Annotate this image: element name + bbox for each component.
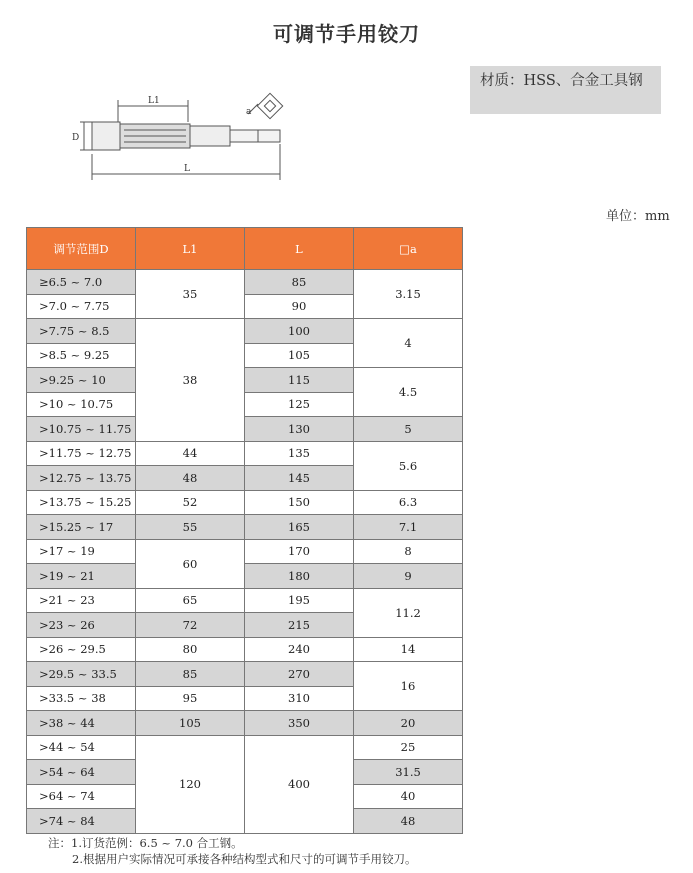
cell-l: 400: [245, 735, 354, 833]
cell-l1: 60: [136, 539, 245, 588]
header-range: 调节范围D: [27, 228, 136, 270]
cell-a: 4.5: [354, 368, 463, 417]
header-l: L: [245, 228, 354, 270]
cell-a: 20: [354, 711, 463, 736]
cell-l: 170: [245, 539, 354, 564]
cell-range: >13.75 ~ 15.25: [27, 490, 136, 515]
cell-range: >54 ~ 64: [27, 760, 136, 785]
cell-l1: 80: [136, 637, 245, 662]
cell-l: 105: [245, 343, 354, 368]
cell-a: 40: [354, 784, 463, 809]
cell-a: 16: [354, 662, 463, 711]
cell-range: >9.25 ~ 10: [27, 368, 136, 393]
cell-range: >29.5 ~ 33.5: [27, 662, 136, 687]
cell-l1: 72: [136, 613, 245, 638]
cell-l: 195: [245, 588, 354, 613]
label-l1: L1: [148, 96, 160, 106]
cell-range: >64 ~ 74: [27, 784, 136, 809]
cell-l1: 105: [136, 711, 245, 736]
note-2: 2.根据用户实际情况可承接各种结构型式和尺寸的可调节手用铰刀。: [72, 852, 417, 866]
cell-l: 165: [245, 515, 354, 540]
table-row: [27, 662, 463, 687]
cell-a: 7.1: [354, 515, 463, 540]
cell-range: >33.5 ~ 38: [27, 686, 136, 711]
notes: [48, 835, 416, 867]
cell-l1: 44: [136, 441, 245, 466]
cell-a: 31.5: [354, 760, 463, 785]
unit-label: 单位：mm: [606, 209, 670, 224]
cell-range: >44 ~ 54: [27, 735, 136, 760]
table-row: [27, 711, 463, 736]
material-box: 材质：HSS、合金工具钢: [470, 66, 661, 114]
cell-l1: 65: [136, 588, 245, 613]
cell-l: 240: [245, 637, 354, 662]
table-row: [27, 637, 463, 662]
cell-l: 180: [245, 564, 354, 589]
cell-a: 8: [354, 539, 463, 564]
cell-range: >10 ~ 10.75: [27, 392, 136, 417]
cell-a: 5: [354, 417, 463, 442]
cell-range: >7.0 ~ 7.75: [27, 294, 136, 319]
cell-a: 5.6: [354, 441, 463, 490]
cell-l1: 48: [136, 466, 245, 491]
cell-l: 115: [245, 368, 354, 393]
cell-range: >19 ~ 21: [27, 564, 136, 589]
cell-l: 215: [245, 613, 354, 638]
cell-a: 9: [354, 564, 463, 589]
cell-range: >15.25 ~ 17: [27, 515, 136, 540]
label-l: L: [184, 164, 190, 174]
table-row: [27, 270, 463, 295]
cell-l1: 95: [136, 686, 245, 711]
cell-a: 14: [354, 637, 463, 662]
cell-l: 270: [245, 662, 354, 687]
cell-l1: 120: [136, 735, 245, 833]
cell-range: >7.75 ~ 8.5: [27, 319, 136, 344]
cell-l: 100: [245, 319, 354, 344]
table-row: [27, 319, 463, 344]
cell-range: >8.5 ~ 9.25: [27, 343, 136, 368]
table-row: [27, 368, 463, 393]
cell-range: >74 ~ 84: [27, 809, 136, 834]
cell-l1: 85: [136, 662, 245, 687]
page-title: 可调节手用铰刀: [273, 22, 420, 46]
table-header: [27, 228, 463, 270]
cell-l1: 38: [136, 319, 245, 442]
cell-a: 6.3: [354, 490, 463, 515]
cell-l: 350: [245, 711, 354, 736]
table-row: [27, 735, 463, 760]
note-1: 注：1.订货范例：6.5 ~ 7.0 合工钢。: [48, 836, 243, 850]
table-row: [27, 515, 463, 540]
cell-l1: 55: [136, 515, 245, 540]
table-row: [27, 490, 463, 515]
cell-range: >23 ~ 26: [27, 613, 136, 638]
reamer-drawing: [70, 88, 300, 198]
cell-l: 130: [245, 417, 354, 442]
cell-a: 3.15: [354, 270, 463, 319]
cell-range: >12.75 ~ 13.75: [27, 466, 136, 491]
cell-range: >17 ~ 19: [27, 539, 136, 564]
table-row: [27, 564, 463, 589]
cell-a: 4: [354, 319, 463, 368]
cell-l: 310: [245, 686, 354, 711]
cell-a: 11.2: [354, 588, 463, 637]
cell-range: >38 ~ 44: [27, 711, 136, 736]
cell-a: 25: [354, 735, 463, 760]
cell-a: 48: [354, 809, 463, 834]
table-row: [27, 417, 463, 442]
cell-range: ≥6.5 ~ 7.0: [27, 270, 136, 295]
header-l1: L1: [136, 228, 245, 270]
spec-table: [26, 227, 463, 834]
label-d: D: [72, 133, 80, 143]
cell-range: >10.75 ~ 11.75: [27, 417, 136, 442]
cell-l: 150: [245, 490, 354, 515]
cell-range: >11.75 ~ 12.75: [27, 441, 136, 466]
label-a: a: [246, 107, 252, 117]
cell-l1: 52: [136, 490, 245, 515]
cell-l: 90: [245, 294, 354, 319]
cell-range: >21 ~ 23: [27, 588, 136, 613]
table-row: [27, 539, 463, 564]
cell-range: >26 ~ 29.5: [27, 637, 136, 662]
table-row: [27, 588, 463, 613]
cell-l: 135: [245, 441, 354, 466]
cell-l: 125: [245, 392, 354, 417]
table-row: [27, 441, 463, 466]
cell-l: 145: [245, 466, 354, 491]
cell-l: 85: [245, 270, 354, 295]
header-a: □a: [354, 228, 463, 270]
cell-l1: 35: [136, 270, 245, 319]
